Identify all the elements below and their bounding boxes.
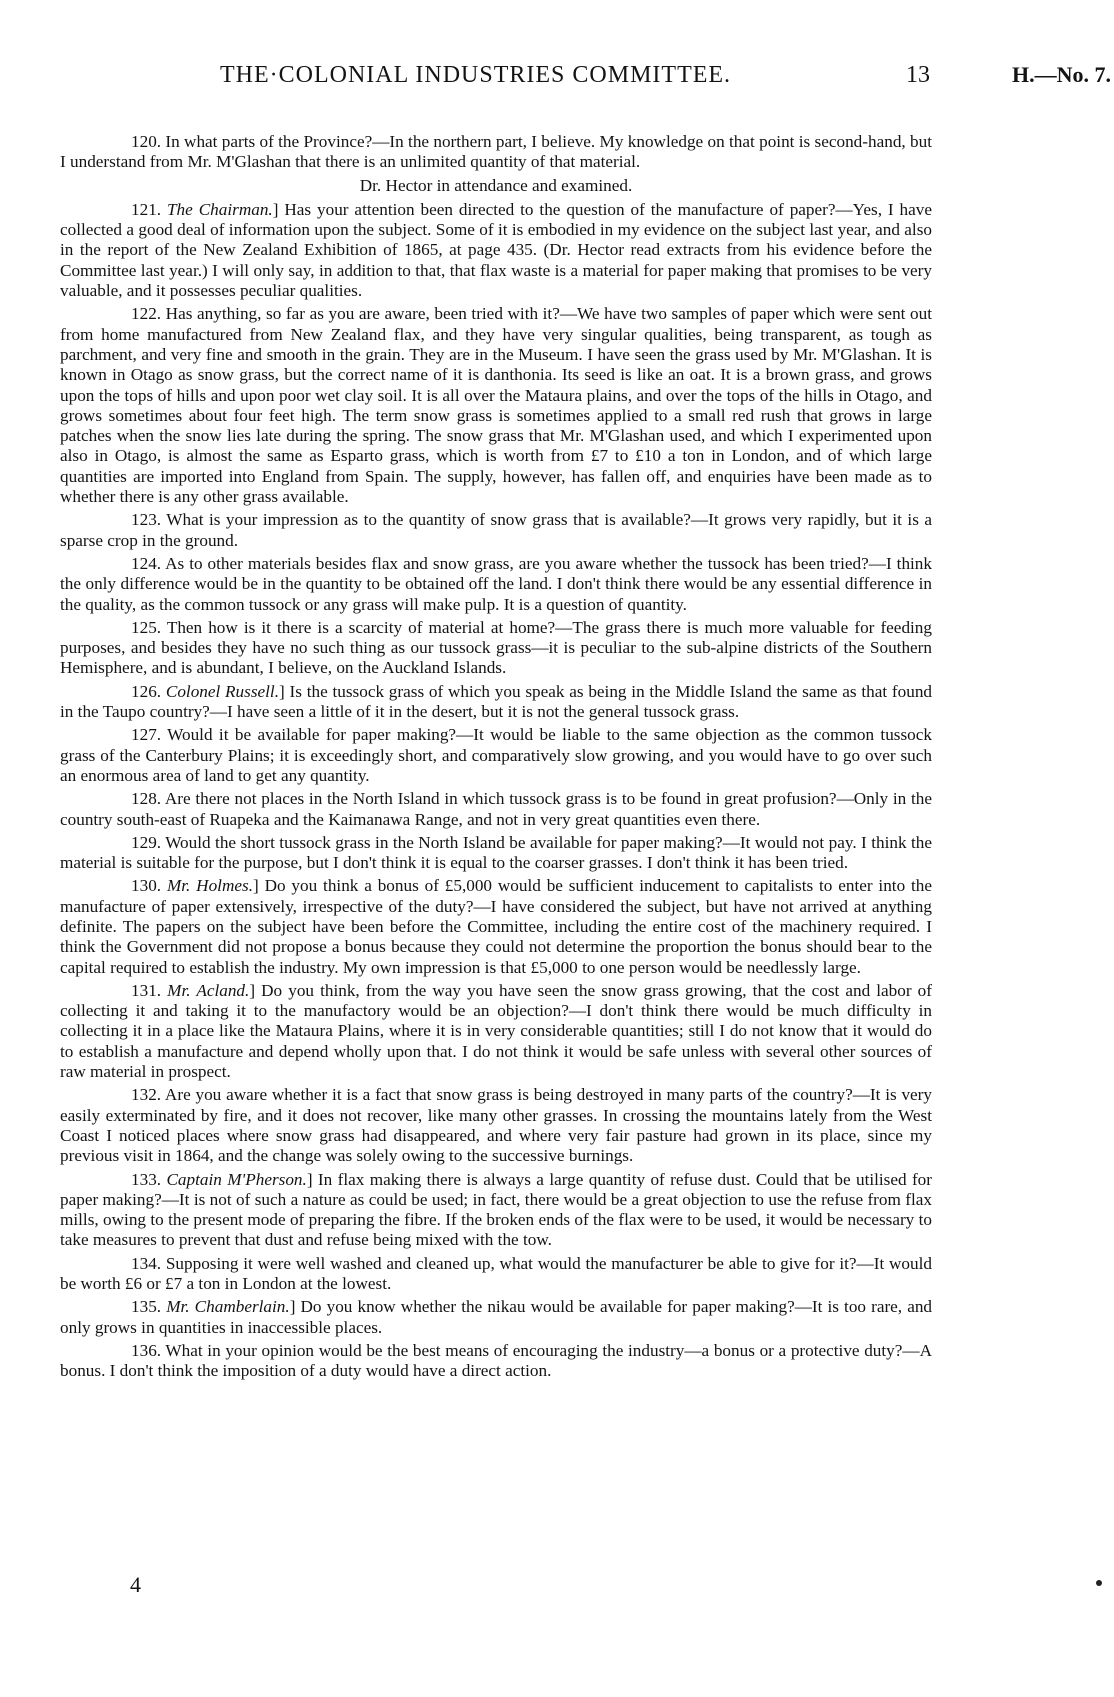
question-number: 131. [131, 980, 162, 1000]
question-text: Has anything, so far as you are aware, been tried with it?—We have two samples of paper which were sent out from home manufactured from New Zealand flax, and they have very singular qualities, being transparent, as tough as parchment, and very fine and smooth in the grain. They are in the Museum. I have seen the grass used by Mr. M'Glashan. It is known in Otago as snow grass, but the correct name of it is danthonia. Its seed is like an oat. It is a brown grass, and grows upon the tops of hills and upon poor wet clay soil. It is all over the Mataura plains, and over the tops of the hills in Otago, and grows sometimes about four feet high. The term snow grass is sometimes applied to a small red rush that grows in large patches when the snow lies late during the spring. The snow grass that Mr. M'Glashan used, and which I experimented upon also in Otago, is almost the same as Esparto grass, which is worth from £7 to £10 a ton in London, and of which large quantities are imported into England from Spain. The supply, however, has fallen off, and enquiries have been made as to whether there is any other grass available. [60, 304, 932, 507]
question-126 [60, 682, 932, 723]
question-text: In what parts of the Province?—In the northern part, I believe. My knowledge on that point is second-hand, but I understand from Mr. M'Glashan that there is an unlimited quantity of that material. [60, 132, 932, 172]
question-123 [60, 510, 932, 551]
printer-signature-mark: 4 [130, 1572, 141, 1597]
question-number: 128. [131, 789, 162, 809]
question-124 [60, 554, 932, 615]
speaker-name: Mr. Chamberlain. [166, 1297, 290, 1317]
question-121 [60, 200, 932, 301]
question-number: 126. [131, 681, 162, 701]
margin-dot-mark [1096, 1580, 1102, 1586]
witness-heading: Dr. Hector in attendance and examined. [359, 175, 633, 195]
speaker-name: Mr. Holmes. [166, 876, 253, 896]
question-text: Then how is it there is a scarcity of material at home?—The grass there is much more valuable for feeding purposes, and besides they have no such thing as our tussock grass—it is peculiar to the sub-alpine districts of the Southern Hemisphere, and is abundant, I believe, on the Auckland Islands. [60, 617, 932, 678]
question-number: 122. [131, 304, 162, 324]
question-text: Supposing it were well washed and cleaned up, what would the manufacturer be able to give for it?—It would be worth £6 or £7 a ton in London at the lowest. [60, 1253, 932, 1294]
question-text: ] Do you think, from the way you have seen the snow grass growing, that the cost and labor of collecting it and taking it to the manufactory would be an objection?—I don't think there would be much difficulty in collecting it in a place like the Mataura Plains, where it is in very considerable quantities; still I do not know that it would do to establish a manufacture and depend wholly upon that. I do not think it would be safe unless with several other sources of raw material in prospect. [60, 980, 932, 1082]
question-number: 136. [131, 1340, 162, 1360]
question-133 [60, 1170, 932, 1251]
question-number: 132. [131, 1085, 162, 1105]
question-text: ] Is the tussock grass of which you speak as being in the Middle Island the same as that found in the Taupo country?—I have seen a little of it in the desert, but it is not the general tussock grass. [60, 681, 933, 722]
question-number: 134. [131, 1253, 162, 1273]
question-129 [60, 833, 932, 874]
question-text: Are there not places in the North Island in which tussock grass is to be found in great profusion?—Only in the country south-east of Ruapeka and the Kaimanawa Range, and not in very great quantities even there. [60, 789, 932, 829]
question-text: Are you aware whether it is a fact that snow grass is being destroyed in many parts of the country?—It is very easily exterminated by fire, and it does not recover, like many other grasses. In crossing the mountains lately from the West Coast I noticed places where snow grass had disappeared, and where very fair pasture had grown in its place, since my previous visit in 1864, and the change was solely owing to the successive burnings. [60, 1085, 932, 1166]
question-number: 135. [131, 1297, 162, 1317]
question-131 [60, 981, 932, 1082]
speaker-name: Colonel Russell. [165, 681, 280, 701]
question-text: Would it be available for paper making?—It would be liable to the same objection as the common tussock grass of the Canterbury Plains; it is exceedingly short, and comparatively slow growing, and you would have to go over such an enormous area of land to get any quantity. [60, 725, 932, 785]
question-text: What is your impression as to the quantity of snow grass that is available?—It grows very rapidly, but it is a sparse crop in the ground. [60, 510, 932, 550]
speaker-name: The Chairman. [167, 199, 273, 219]
question-text: As to other materials besides flax and snow grass, are you aware whether the tussock has been tried?—I think the only difference would be in the quantity to be obtained off the land. I don't think there would be any essential difference in the quality, as the common tussock or any grass will make pulp. It is a question of quantity. [60, 553, 932, 614]
question-120 [60, 132, 932, 173]
question-122 [60, 304, 932, 507]
question-text: Would the short tussock grass in the North Island be available for paper making?—It would not pay. I think the material is suitable for the purpose, but I don't think it is equal to the coarser grasses. I don't think it has been tried. [60, 832, 932, 873]
question-125 [60, 618, 932, 679]
question-127 [60, 725, 932, 786]
question-text: What in your opinion would be the best means of encouraging the industry—a bonus or a protective duty?—A bonus. I don't think the imposition of a duty would have a direct action. [60, 1340, 932, 1381]
question-text: ] Has your attention been directed to the question of the manufacture of paper?—Yes, I have collected a good deal of information upon the subject. Some of it is embodied in my evidence on the subject last year, and also in the report of the New Zealand Exhibition of 1865, at page 435. (Dr. Hector read extracts from his evidence before the Committee last year.) I will only say, in addition to that, that flax waste is a material for paper making that promises to be very valuable, and it possesses peculiar qualities. [60, 199, 932, 301]
question-text: ] Do you know whether the nikau would be available for paper making?—It is too rare, and only grows in quantities in inaccessible places. [60, 1297, 933, 1337]
question-number: 133. [131, 1169, 162, 1189]
question-136 [60, 1341, 932, 1382]
question-132 [60, 1085, 932, 1166]
question-number: 120. [131, 132, 162, 151]
question-number: 130. [131, 876, 162, 896]
question-134 [60, 1254, 932, 1295]
question-text: ] In flax making there is always a large quantity of refuse dust. Could that be utilised for paper making?—It is not of such a nature as could be used; in fact, there would be a great objection to use the refuse from flax mills, owing to the present mode of preparing the fibre. If the broken ends of the flax were to be used, it would be necessary to take measures to prevent that dust and refuse being mixed with the tow. [60, 1169, 932, 1250]
document-body [60, 132, 932, 1385]
question-135 [60, 1297, 932, 1338]
question-128 [60, 789, 932, 830]
question-number: 127. [131, 725, 162, 745]
speaker-name: Captain M'Pherson. [166, 1169, 307, 1189]
question-number: 129. [131, 832, 162, 852]
document-reference: H.—No. 7. [1012, 62, 1111, 87]
question-number: 121. [131, 199, 162, 219]
question-number: 124. [131, 553, 162, 573]
page-header [0, 62, 1114, 102]
page-number: 13 [906, 62, 930, 88]
speaker-name: Mr. Acland. [167, 980, 250, 1000]
question-number: 123. [131, 510, 162, 530]
question-text: ] Do you think a bonus of £5,000 would be sufficient inducement to capitalists to enter into the manufacture of paper extensively, irrespective of the duty?—I have considered the subject, but have not arrived at anything definite. The papers on the subject have been before the Committee, including the entire cost of the machinery required. I think the Government did not propose a bonus because they could not determine the proportion the bonus should bear to the capital required to establish the industry. My own impression is that £5,000 to one person would be needlessly large. [60, 876, 932, 977]
question-130 [60, 876, 932, 977]
page-title: THE·COLONIAL INDUSTRIES COMMITTEE. [220, 62, 732, 88]
question-number: 125. [131, 617, 162, 637]
